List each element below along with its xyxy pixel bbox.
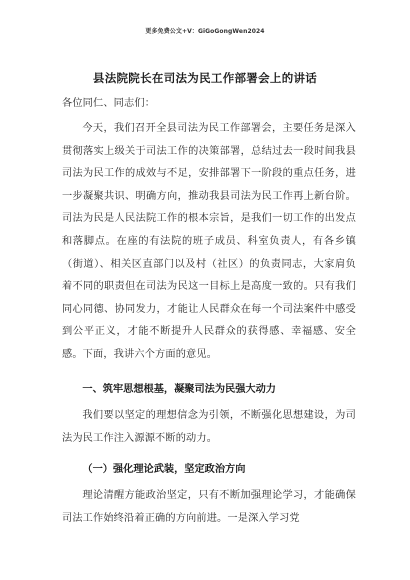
paragraph-subsection-1: 理论清醒方能政治坚定，只有不断加强理论学习，才能确保司法工作始终沿着正确的方向前进。一是深入学习党 (62, 490, 356, 524)
section-heading-1: 一、筑牢思想根基，凝聚司法为民强大动力 (82, 384, 276, 395)
document-title: 县法院院长在司法为民工作部署会上的讲话 (92, 71, 318, 85)
watermark-text: 更多免费公文+V：GiGoGongWen2024 (145, 28, 265, 35)
paragraph-section-1: 我们要以坚定的理想信念为引领，不断强化思想建设，为司法为民工作注入源源不断的动力。 (62, 410, 356, 444)
salutation: 各位同仁、同志们： (62, 98, 156, 109)
paragraph-intro: 今天，我们召开全县司法为民工作部署会，主要任务是深入贯彻落实上级关于司法工作的决策部署，总结过去一段时间我县司法为民工作的成效与不足，安排部署下一阶段的重点任务，进一步凝聚共识、明确方向，推动我县司法为民工作再上新台阶。司法为民是人民法院工作的根本宗旨，是我们一切工作的出发点和落脚点。在座的有法院的班子成员、科室负责人，有各乡镇（街道）、相关区直部门以及村（社区）的负责同志，大家肩负着不同的职责但在司法为民这一目标上是高度一致的。只有我们同心同德、协同发力，才能让人民群众在每一个司法案件中感受到公平正义，才能不断提升人民群众的获得感、幸福感、安全感。下面，我讲六个方面的意见。 (62, 123, 356, 360)
subsection-heading-1: （一）强化理论武装，坚定政治方向 (82, 464, 246, 475)
